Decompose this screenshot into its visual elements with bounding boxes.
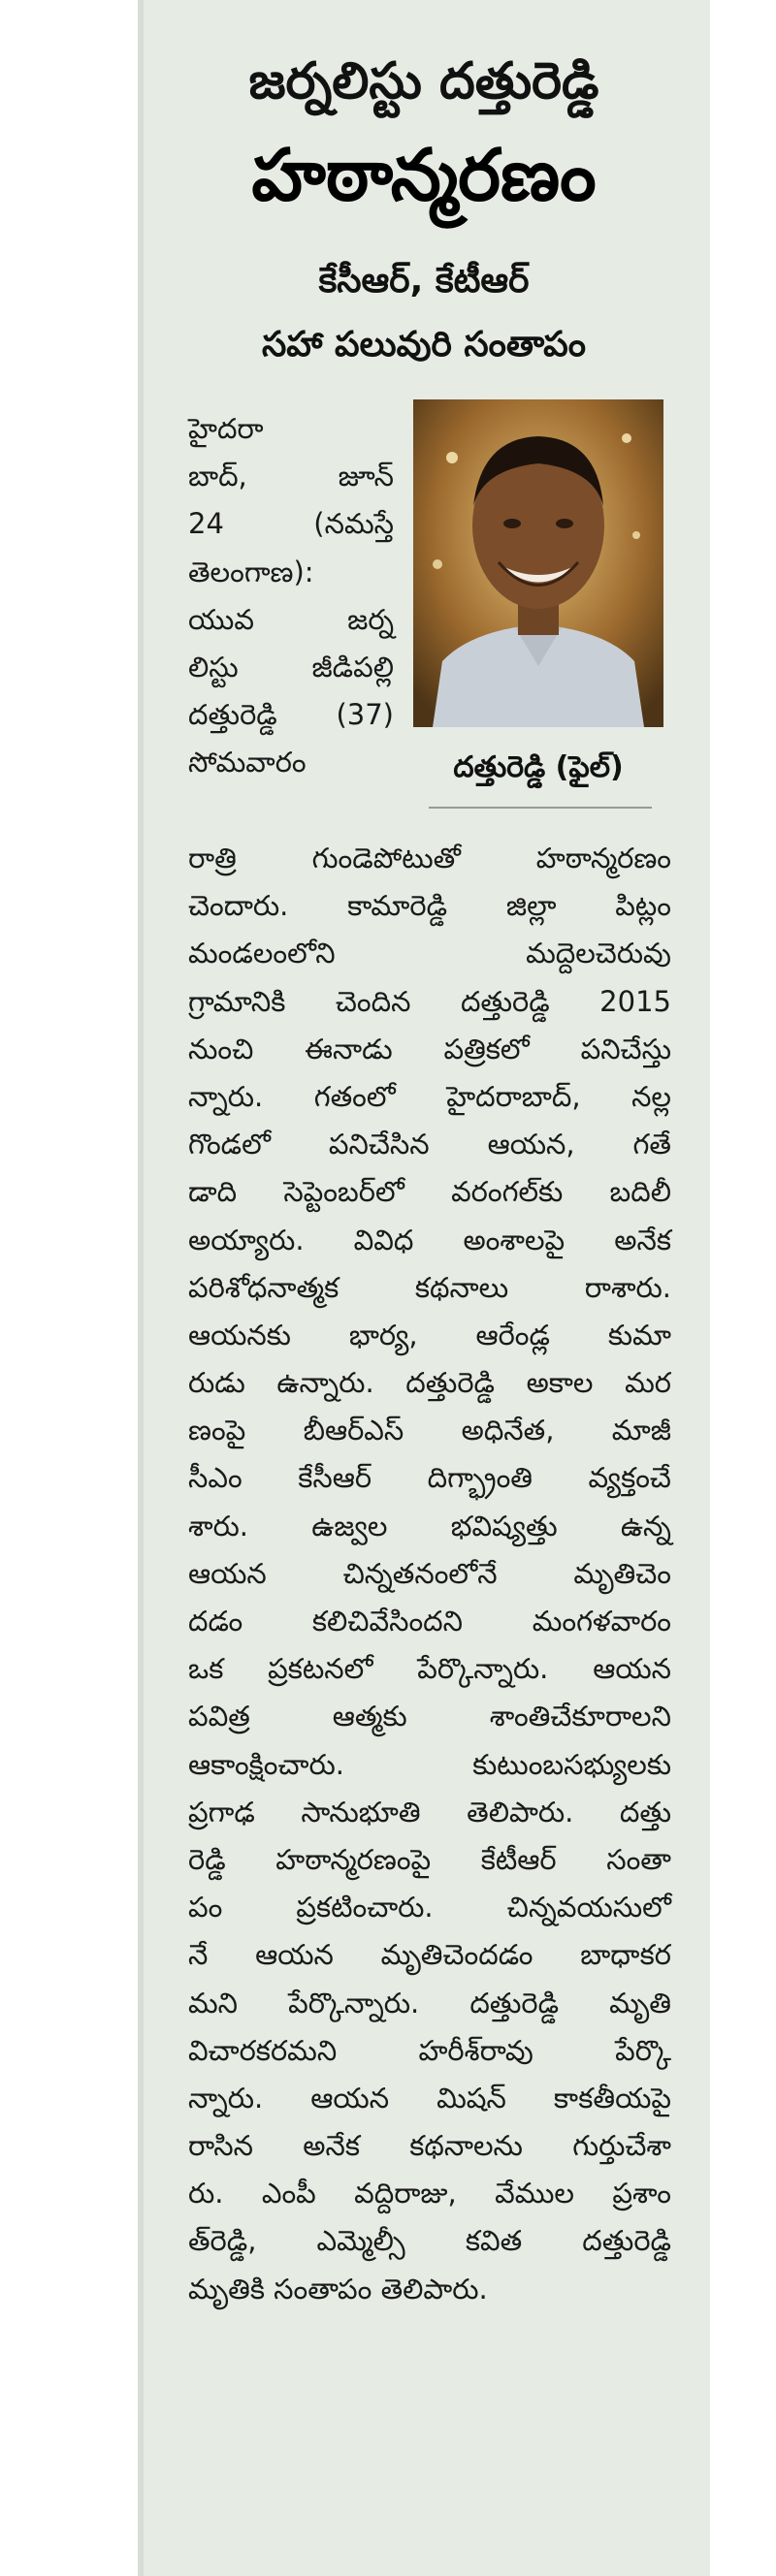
- article-line: పరిశోధనాత్మక కథనాలు రాశారు.: [188, 1270, 671, 1304]
- article-line: నే ఆయన మృతిచెందడం బాధాకర: [188, 1938, 671, 1972]
- column-divider: [138, 0, 144, 2576]
- article-line: త్‌రెడ్డి, ఎమ్మెల్సీ కవిత దత్తురెడ్డి: [188, 2224, 671, 2258]
- article-line: విచారకరమని హరీశ్‌రావు పేర్కొ: [188, 2033, 671, 2067]
- newspaper-clipping: [138, 0, 710, 2576]
- article-line: డాది సెప్టెంబర్‌లో వరంగల్‌కు బదిలీ: [188, 1175, 671, 1209]
- article-line: సీఎం కేసీఆర్‌ దిగ్భ్రాంతి వ్యక్తంచే: [188, 1461, 671, 1495]
- article-line: ఆయన చిన్నతనంలోనే మృతిచెం: [188, 1556, 671, 1590]
- article-line: న్నారు. ఆయన మిషన్‌ కాకతీయపై: [188, 2081, 671, 2115]
- subheadline-line-2: సహా పలువురి సంతాపం: [262, 325, 586, 365]
- article-line: ఆయనకు భార్య, ఆరేండ్ల కుమా: [188, 1318, 671, 1352]
- article-line: గొండలో పనిచేసిన ఆయన, గతే: [188, 1128, 671, 1161]
- article-line: పం ప్రకటించారు. చిన్నవయసులో: [188, 1891, 671, 1924]
- article-line: ఆకాంక్షించారు. కుటుంబసభ్యులకు: [188, 1747, 671, 1781]
- article-line: పవిత్ర ఆత్మకు శాంతిచేకూరాలని: [188, 1700, 671, 1733]
- article-line: ప్రగాఢ సానుభూతి తెలిపారు. దత్తు: [188, 1795, 671, 1829]
- headline-line-2: హఠాన్మరణం: [251, 134, 597, 217]
- article-line: శారు. ఉజ్వల భవిష్యత్తు ఉన్న: [188, 1509, 671, 1542]
- article-line: నుంచి ఈనాడు పత్రికలో పనిచేస్తు: [188, 1032, 671, 1065]
- photo-caption: దత్తురెడ్డి (ఫైల్‌): [453, 750, 624, 784]
- article-line: మృతికి సంతాపం తెలిపారు.: [188, 2272, 488, 2306]
- article-line: ణంపై బీఆర్‌ఎస్‌ అధినేత, మాజీ: [188, 1414, 671, 1447]
- article-line: దడం కలిచివేసిందని మంగళవారం: [188, 1605, 671, 1638]
- article-line: రు. ఎంపీ వద్దిరాజు, వేముల ప్రశాం: [188, 2177, 671, 2210]
- article-line: బాద్‌, జూన్‌: [188, 460, 394, 493]
- article-line: 24 (నమస్తే: [188, 507, 394, 541]
- article-line: దత్తురెడ్డి (37): [188, 698, 394, 732]
- article-line: రాత్రి గుండెపోటుతో హఠాన్మరణం: [188, 842, 671, 875]
- article-line: అయ్యారు. వివిధ అంశాలపై అనేక: [188, 1223, 671, 1256]
- article-line: యువ జర్న: [188, 602, 394, 636]
- journalist-photo: [413, 399, 663, 727]
- next-article-headline-fragment: [196, 2521, 700, 2576]
- article-line: లిస్టు జీడిపల్లి: [188, 650, 394, 684]
- article-line: గ్రామానికి చెందిన దత్తురెడ్డి 2015: [188, 984, 671, 1018]
- article-line: న్నారు. గతంలో హైదరాబాద్‌, నల్ల: [188, 1079, 671, 1113]
- caption-divider: [429, 807, 652, 809]
- article-line: చెందారు. కామారెడ్డి జిల్లా పిట్లం: [188, 889, 671, 923]
- article-line: మండలంలోని మద్దెలచెరువు: [188, 937, 671, 970]
- article-line: మని పేర్కొన్నారు. దత్తురెడ్డి మృతి: [188, 1986, 671, 2019]
- article-line: సోమవారం: [188, 746, 307, 779]
- article-line: ఒక ప్రకటనలో పేర్కొన్నారు. ఆయన: [188, 1652, 671, 1686]
- article-line: రెడ్డి హఠాన్మరణంపై కేటీఆర్‌ సంతా: [188, 1842, 671, 1876]
- previous-article-fragment: [177, 0, 429, 12]
- subheadline-line-1: కేసీఆర్‌, కేటీఆర్‌: [318, 261, 530, 301]
- article-line: హైదరా: [188, 412, 264, 445]
- headline-line-1: జర్నలిస్టు దత్తురెడ్డి: [248, 52, 599, 111]
- article-line: తెలంగాణ):: [188, 555, 314, 588]
- article-body: [188, 835, 671, 2313]
- article-line: రుడు ఉన్నారు. దత్తురెడ్డి అకాల మర: [188, 1366, 671, 1400]
- article-line: రాసిన అనేక కథనాలను గుర్తుచేశా: [188, 2129, 671, 2163]
- article-intro-column: [188, 405, 394, 787]
